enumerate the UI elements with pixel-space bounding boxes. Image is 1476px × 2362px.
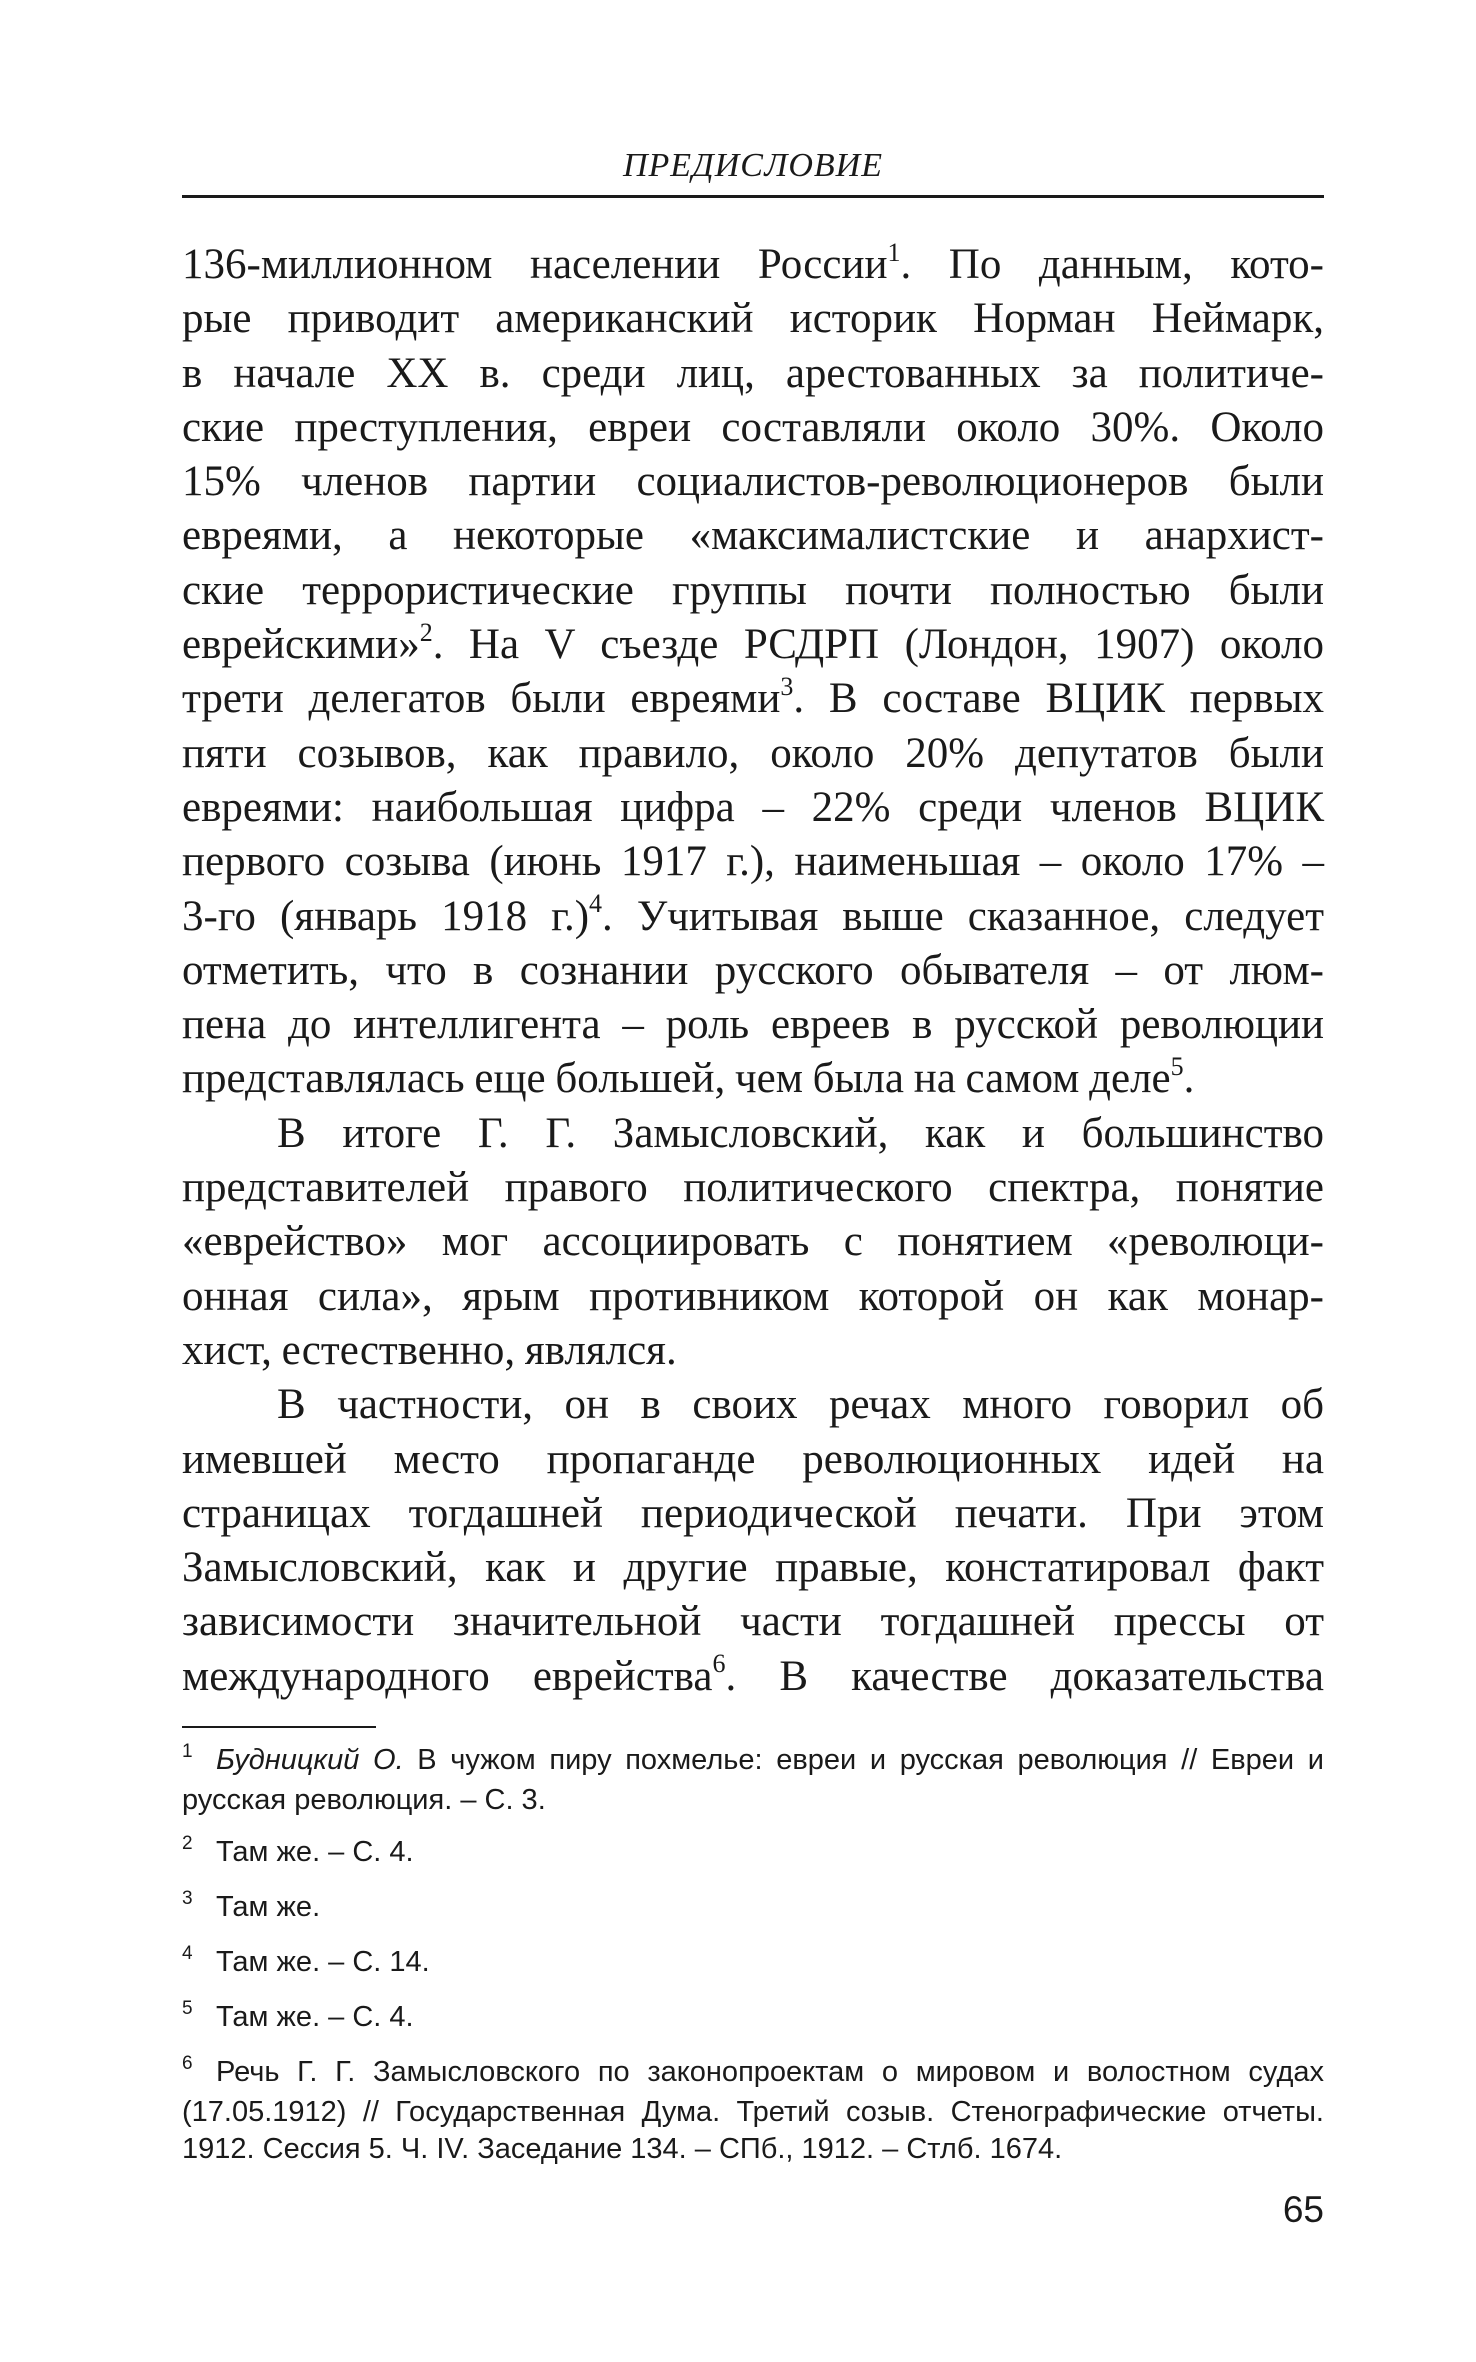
- footnote-rule: [182, 1726, 376, 1728]
- text-line: страницах тогдашней периодической печати. При этом: [182, 1489, 1324, 1537]
- footnote-text: Там же. – С. 4.: [216, 1836, 414, 1868]
- footnote-text: Речь Г. Г. Замысловского по законопроектам о мировом и волостном судах (17.05.1912) // Государственная Дума. Третий созыв. Стенографические отчеты. 1912. Сессия 5. Ч. IV. Заседание 134. – СПб., 1912. – Стлб. 1674.: [182, 2056, 1324, 2165]
- footnote-text: Там же.: [216, 1891, 321, 1923]
- text-line: хист, естественно, являлся.: [182, 1326, 677, 1374]
- text-line: представителей правого политического спектра, понятие: [182, 1164, 1324, 1212]
- footnote-text: В чужом пиру похмелье: евреи и русская революция // Евреи и русская революция. – С. 3.: [182, 1744, 1324, 1816]
- footnote-ref[interactable]: 2: [419, 617, 433, 647]
- text-line: зависимости значительной части тогдашней прессы от: [182, 1598, 1324, 1646]
- footnotes: [182, 1742, 1324, 2183]
- text-line: онная сила», ярым противником которой он как монар-: [182, 1272, 1324, 1320]
- footnote-ref[interactable]: 3: [780, 672, 794, 702]
- text-line: пена до интеллигента – роль евреев в русской революции: [182, 1001, 1324, 1049]
- footnote-ref[interactable]: 6: [712, 1649, 726, 1679]
- text-line: первого созыва (июнь 1917 г.), наименьшая – около 17% –: [182, 838, 1324, 886]
- text-fragment: трети делегатов были евреями: [182, 675, 781, 723]
- footnote-6: [182, 2054, 1324, 2168]
- footnote-number: 4: [182, 1943, 193, 1964]
- footnote-text: Там же. – С. 14.: [216, 1946, 430, 1978]
- text-line: [182, 238, 1324, 292]
- footnote-1: [182, 1742, 1324, 1819]
- text-line: 15% членов партии социалистов-революционеров были: [182, 458, 1324, 506]
- text-fragment: . По данным, кото-: [900, 241, 1325, 288]
- text-line: [182, 1650, 1324, 1704]
- footnote-number: 1: [182, 1741, 193, 1762]
- footnote-ref[interactable]: 4: [589, 889, 603, 919]
- footnote-2: [182, 1834, 1324, 1874]
- footnote-number: 3: [182, 1888, 193, 1909]
- header-rule: [182, 195, 1324, 198]
- text-fragment: 136-миллионном населении России: [182, 241, 888, 288]
- text-line: [182, 1052, 1324, 1106]
- paragraph: [182, 238, 1324, 1107]
- text-fragment: . Учитывая выше сказанное, следует: [602, 892, 1324, 940]
- text-fragment: .: [1183, 1055, 1195, 1103]
- text-fragment: . В качестве доказательства: [725, 1652, 1324, 1700]
- text-line: В частности, он в своих речах много говорил об: [277, 1381, 1324, 1429]
- text-fragment: еврейскими»: [182, 621, 420, 669]
- text-line: [182, 618, 1324, 672]
- footnote-3: [182, 1889, 1324, 1929]
- footnote-number: 6: [182, 2053, 193, 2074]
- text-line: [182, 890, 1324, 944]
- text-line: ские террористические группы почти полностью были: [182, 566, 1324, 614]
- footnote-4: [182, 1944, 1324, 1984]
- paragraph: [182, 1378, 1324, 1704]
- footnote-ref[interactable]: 5: [1170, 1052, 1184, 1082]
- text-line: в начале XX в. среди лиц, арестованных за политиче-: [182, 349, 1324, 397]
- footnote-number: 2: [182, 1833, 193, 1854]
- text-fragment: международного еврейства: [182, 1652, 713, 1700]
- text-line: евреями: наибольшая цифра – 22% среди членов ВЦИК: [182, 783, 1324, 831]
- text-line: В итоге Г. Г. Замысловский, как и большинство: [277, 1109, 1324, 1157]
- text-line: рые приводит американский историк Норман Неймарк,: [182, 295, 1324, 343]
- running-head: ПРЕДИСЛОВИЕ: [622, 147, 884, 184]
- text-line: «еврейство» мог ассоциировать с понятием «революци-: [182, 1218, 1324, 1266]
- footnote-text: Там же. – С. 4.: [216, 2001, 414, 2033]
- text-line: пяти созывов, как правило, около 20% депутатов были: [182, 729, 1324, 777]
- paragraph: [182, 1107, 1324, 1378]
- page-number: 65: [1282, 2189, 1324, 2230]
- footnote-5: [182, 1999, 1324, 2039]
- main-text: [182, 238, 1324, 1704]
- text-fragment: . На V съезде РСДРП (Лондон, 1907) около: [432, 621, 1324, 669]
- text-line: Замысловский, как и другие правые, констатировал факт: [182, 1544, 1324, 1592]
- text-line: ские преступления, евреи составляли около 30%. Около: [182, 403, 1324, 451]
- text-line: евреями, а некоторые «максималистские и анархист-: [182, 512, 1324, 560]
- footnote-ref[interactable]: 1: [887, 237, 901, 267]
- text-line: отметить, что в сознании русского обывателя – от люм-: [182, 946, 1324, 994]
- text-fragment: . В составе ВЦИК первых: [793, 675, 1324, 723]
- footnote-number: 5: [182, 1998, 193, 2019]
- footnote-author: Будницкий О.: [216, 1744, 404, 1776]
- text-line: имевшей место пропаганде революционных идей на: [182, 1435, 1324, 1483]
- text-fragment: 3-го (январь 1918 г.): [182, 892, 590, 940]
- text-line: [182, 672, 1324, 726]
- text-fragment: представлялась еще большей, чем была на самом деле: [182, 1055, 1171, 1103]
